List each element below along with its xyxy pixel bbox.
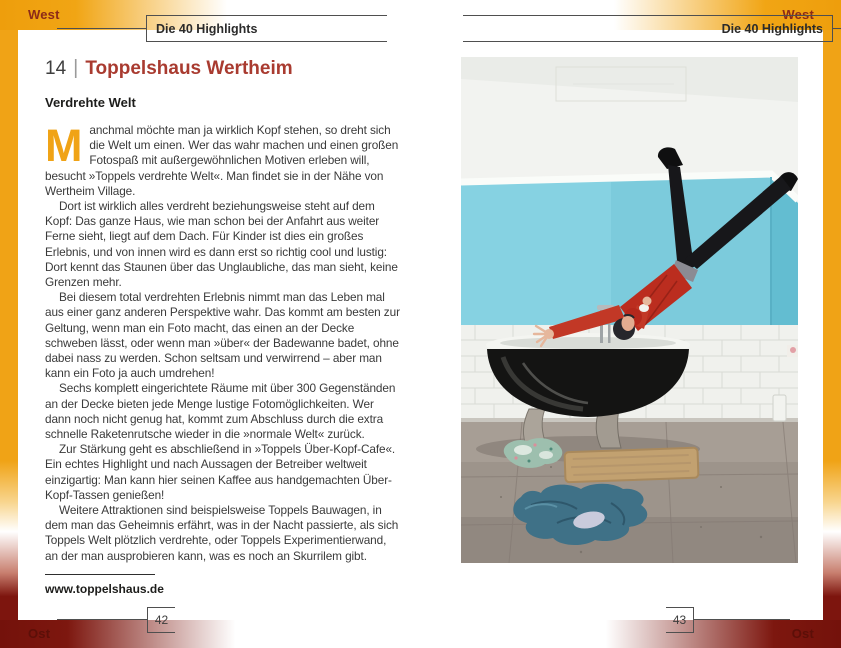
- article-subtitle: Verdrehte Welt: [45, 95, 136, 110]
- divider-rule: [45, 574, 155, 575]
- region-label-top-right: West: [782, 7, 814, 22]
- article-title-text: Toppelshaus Wertheim: [85, 58, 293, 79]
- article-body: [45, 120, 401, 564]
- paragraph-text: anchmal möchte man ja wirklich Kopf stehen, so dreht sich die Welt um einen. Wer das wahr machen und einen großen Fotospaß mit außergewöhnlichen Motiven erleben will, besucht »Toppels verdrehte Welt«. Man findet sie in der Nähe von Wertheim Village.: [45, 123, 399, 198]
- chapter-number: 14: [45, 58, 67, 79]
- left-edge-stripe: [0, 30, 18, 620]
- page-number-right-value: 43: [672, 613, 687, 627]
- paragraph: Zur Stärkung geht es abschließend in »Toppels Über-Kopf-Cafe«. Ein echtes Highlight und nach Aussagen der Betreiber weltweit einzigartig: Man kann hier seinen Kaffee aus handgemachten Über-Kopf-Tassen genießen!: [45, 442, 396, 502]
- running-head-right-label: Die 40 Highlights: [721, 21, 823, 36]
- page-number-right: [666, 607, 694, 633]
- photo-bath-mat: [565, 448, 699, 483]
- website-link: www.toppelshaus.de: [45, 581, 164, 596]
- region-label-top-left: West: [28, 7, 60, 22]
- title-separator: |: [73, 57, 79, 79]
- right-edge-stripe: [823, 30, 841, 620]
- region-label-bottom-right: Ost: [791, 626, 814, 641]
- article-left-page: [45, 57, 401, 596]
- article-title: [45, 57, 401, 80]
- running-head-left-label: Die 40 Highlights: [156, 21, 258, 36]
- paragraph: Dort ist wirklich alles verdreht beziehungsweise steht auf dem Kopf: Das ganze Haus, wie man schon bei der Anfahrt aus weiter Ferne sieht, liegt auf dem Dach. Für Kinder ist dies ein großes Erlebnis, und von innen wird es dann erst so richtig cool und lustig: Dort kennt das Staunen über das Unglaubliche, das man sieht, keine Grenzen mehr.: [45, 199, 398, 290]
- running-head-right: [463, 15, 833, 42]
- page-number-left-value: 42: [154, 613, 169, 627]
- paragraph: Bei diesem total verdrehten Erlebnis nimmt man das Leben mal aus einer ganz anderen Perspektive wahr. Das kommt am besten zur Geltung, wenn man ein Foto macht, das einen an der Decke schweben lässt, oder wenn man »über« der Badewanne badet, ohne dabei nass zu werden. Schon seltsam und verwirrend – aber man kann ein Foto ja auch umdrehen!: [45, 290, 400, 381]
- page-number-left: [147, 607, 175, 633]
- bottom-gradient-band: [0, 620, 841, 648]
- dropcap: M: [45, 120, 83, 171]
- running-head-left: [146, 15, 387, 42]
- paragraph: [45, 120, 401, 199]
- photo-upside-down-bathroom: [461, 57, 798, 563]
- region-label-bottom-left: Ost: [28, 626, 51, 641]
- paragraph: Sechs komplett eingerichtete Räume mit über 300 Gegenständen an der Decke bieten jede Menge lustige Fotomöglichkeiten. Wer dann noch nicht genug hat, kommt zum Abschluss durch die extra schnelle Raketenrutsche wieder in die »normale Welt« zurück.: [45, 381, 396, 442]
- paragraph: Weitere Attraktionen sind beispielsweise Toppels Bauwagen, in dem man das Geheimnis erfährt, was in der Nacht passierte, als sich Toppels Welt plötzlich verdrehte, oder Toppels Experimentierwand, an der man ausprobieren kann, was es noch an Skurrilem gibt.: [45, 503, 399, 563]
